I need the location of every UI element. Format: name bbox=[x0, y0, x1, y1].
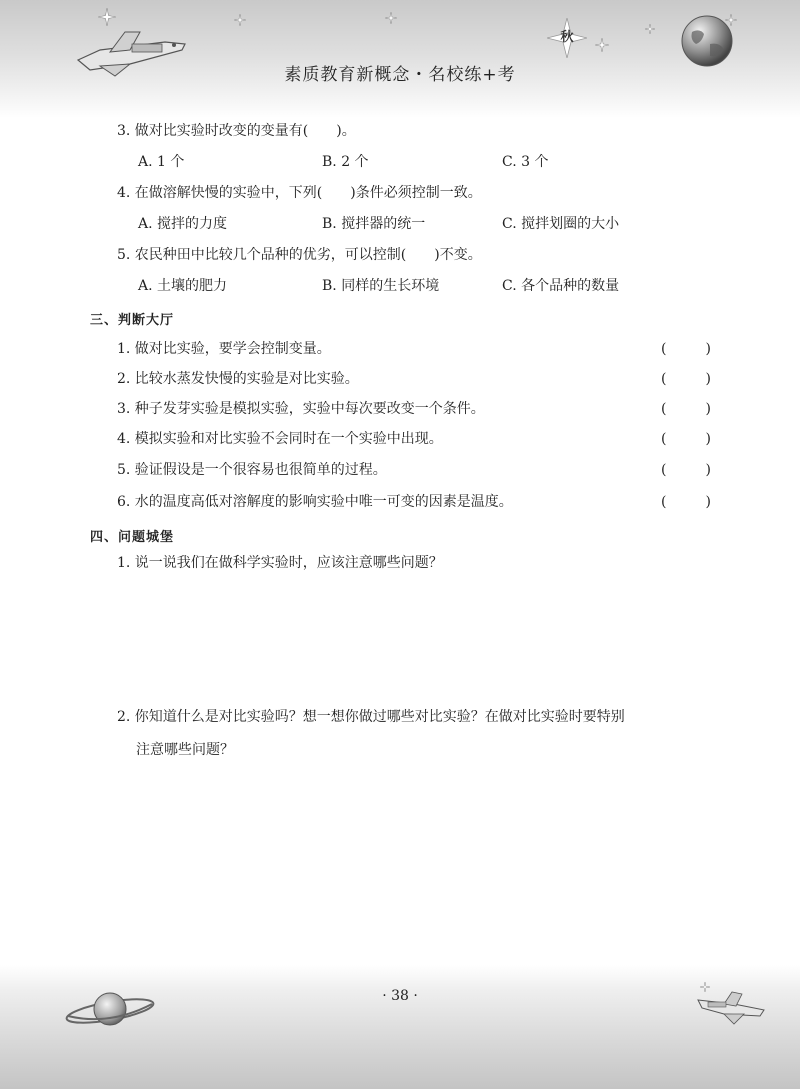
option-b: B. 搅拌器的统一 bbox=[322, 216, 426, 232]
open-question: 1. 说一说我们在做科学实验时，应该注意哪些问题？ bbox=[117, 555, 443, 571]
judgement-item: 6. 水的温度高低对溶解度的影响实验中唯一可变的因素是温度。 bbox=[117, 494, 513, 510]
section-title-questions: 四、问题城堡 bbox=[90, 530, 175, 545]
question-stem: 4. 在做溶解快慢的实验中，下列( )条件必须控制一致。 bbox=[117, 185, 482, 201]
question-stem: 5. 农民种田中比较几个品种的优劣，可以控制( )不变。 bbox=[117, 247, 482, 263]
answer-paren: ( ) bbox=[661, 431, 711, 447]
open-question-continuation: 注意哪些问题？ bbox=[136, 742, 234, 758]
page-number: · 38 · bbox=[382, 988, 418, 1004]
option-a: A. 土壤的肥力 bbox=[138, 278, 228, 294]
star-icon bbox=[595, 38, 609, 52]
star-icon bbox=[98, 8, 116, 26]
star-icon bbox=[645, 24, 655, 34]
option-a: A. 1 个 bbox=[138, 154, 185, 170]
judgement-item: 2. 比较水蒸发快慢的实验是对比实验。 bbox=[117, 371, 359, 387]
season-badge: 秋 bbox=[560, 30, 574, 45]
option-b: B. 同样的生长环境 bbox=[322, 278, 440, 294]
option-c: C. 各个品种的数量 bbox=[502, 278, 620, 294]
option-c: C. 3 个 bbox=[502, 154, 549, 170]
option-b: B. 2 个 bbox=[322, 154, 369, 170]
answer-paren: ( ) bbox=[661, 462, 711, 478]
book-title: 素质教育新概念・名校练+考 bbox=[284, 65, 516, 85]
option-a: A. 搅拌的力度 bbox=[138, 216, 228, 232]
option-c: C. 搅拌划圈的大小 bbox=[502, 216, 620, 232]
judgement-item: 4. 模拟实验和对比实验不会同时在一个实验中出现。 bbox=[117, 431, 443, 447]
answer-paren: ( ) bbox=[661, 494, 711, 510]
answer-paren: ( ) bbox=[661, 341, 711, 357]
open-question: 2. 你知道什么是对比实验吗？想一想你做过哪些对比实验？在做对比实验时要特别 bbox=[117, 709, 625, 725]
judgement-item: 3. 种子发芽实验是模拟实验，实验中每次要改变一个条件。 bbox=[117, 401, 485, 417]
section-title-judgement: 三、判断大厅 bbox=[90, 313, 175, 328]
star-icon bbox=[385, 12, 397, 24]
judgement-item: 1. 做对比实验，要学会控制变量。 bbox=[117, 341, 331, 357]
star-icon bbox=[234, 14, 246, 26]
answer-paren: ( ) bbox=[661, 371, 711, 387]
answer-paren: ( ) bbox=[661, 401, 711, 417]
question-stem: 3. 做对比实验时改变的变量有( )。 bbox=[117, 123, 356, 139]
judgement-item: 5. 验证假设是一个很容易也很简单的过程。 bbox=[117, 462, 387, 478]
